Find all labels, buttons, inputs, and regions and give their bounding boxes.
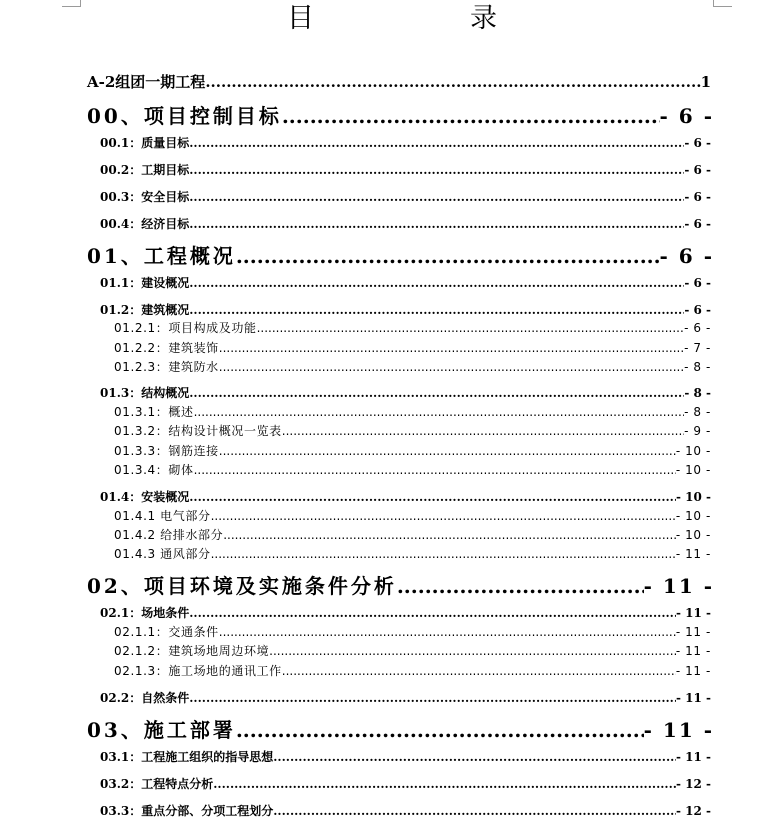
toc-leader-dots (194, 405, 684, 419)
toc-entry[interactable] (100, 748, 711, 765)
toc-leader-dots (236, 718, 644, 742)
toc-entry-page: 1 (700, 73, 711, 91)
toc-leader-dots (219, 360, 684, 374)
toc-leader-dots (211, 547, 676, 561)
toc-entry-label: 01.4.3 通风部分 (114, 547, 211, 561)
toc-entry[interactable] (114, 358, 711, 375)
toc-entry[interactable] (87, 570, 714, 596)
toc-entry-page: - 6 - (684, 136, 711, 150)
toc-entry-page: - 10 - (675, 528, 711, 542)
toc-title-char: 目 (287, 3, 314, 34)
toc-leader-dots (211, 509, 676, 523)
toc-entry-label: 03.1：工程施工组织的指导思想 (100, 750, 274, 764)
toc-entry[interactable] (100, 215, 711, 232)
toc-entry[interactable] (100, 488, 711, 505)
toc-entry-label: 02.1.2：建筑场地周边环境 (114, 644, 270, 658)
toc-entry-label: 01.2：建筑概况 (100, 303, 190, 317)
toc-entry[interactable] (114, 319, 711, 336)
toc-entry-page: - 6 - (684, 276, 711, 290)
toc-leader-dots (194, 463, 676, 477)
toc-entry-page: - 11 - (643, 574, 714, 598)
toc-entry-label: 01.2.2：建筑装饰 (114, 341, 219, 355)
toc-leader-dots (189, 163, 684, 177)
toc-entry-label: 02、项目环境及实施条件分析 (87, 574, 397, 598)
toc-entry[interactable] (100, 134, 711, 151)
toc-entry-page: - 6 - (659, 104, 714, 128)
toc-entry[interactable] (114, 662, 711, 679)
toc-entry-label: 01、工程概况 (87, 244, 236, 268)
toc-entry-label: 02.2：自然条件 (100, 691, 190, 705)
toc-leader-dots (213, 777, 676, 791)
toc-entry[interactable] (114, 526, 711, 543)
toc-entry-label: 02.1.1：交通条件 (114, 625, 219, 639)
toc-entry-page: - 11 - (675, 750, 711, 764)
toc-leader-dots (189, 606, 676, 620)
toc-entry[interactable] (114, 507, 711, 524)
toc-entry[interactable] (114, 403, 711, 420)
toc-entry-page: - 6 - (684, 163, 711, 177)
toc-entry[interactable] (100, 274, 711, 291)
toc-leader-dots (189, 190, 684, 204)
toc-leader-dots (189, 136, 684, 150)
toc-entry-page: - 7 - (684, 341, 711, 355)
toc-leader-dots (397, 574, 644, 598)
toc-entry-page: - 11 - (675, 606, 711, 620)
toc-entry[interactable] (100, 604, 711, 621)
toc-leader-dots (189, 490, 676, 504)
toc-entry-label: 01.2.1：项目构成及功能 (114, 321, 257, 335)
toc-leader-dots (189, 276, 684, 290)
toc-entry-page: - 8 - (684, 386, 711, 400)
toc-entry-label: 01.1：建设概况 (100, 276, 190, 290)
toc-title (0, 2, 779, 36)
toc-entry-page: - 10 - (675, 509, 711, 523)
toc-entry-page: - 6 - (684, 217, 711, 231)
toc-leader-dots (219, 625, 676, 639)
toc-entry[interactable] (114, 339, 711, 356)
toc-entry-page: - 11 - (675, 664, 711, 678)
toc-entry-label: 00.2：工期目标 (100, 163, 190, 177)
toc-entry-page: - 11 - (675, 691, 711, 705)
toc-entry-label: 01.4：安装概况 (100, 490, 190, 504)
toc-entry-page: - 6 - (659, 244, 714, 268)
toc-leader-dots (189, 303, 684, 317)
toc-entry-label: 03、施工部署 (87, 718, 236, 742)
toc-entry-page: - 8 - (684, 405, 711, 419)
toc-leader-dots (257, 321, 684, 335)
toc-entry-label: 01.3.3：钢筋连接 (114, 444, 219, 458)
toc-entry[interactable] (114, 545, 711, 562)
toc-leader-dots (205, 73, 700, 91)
toc-entry[interactable] (87, 71, 711, 91)
toc-entry-page: - 9 - (684, 424, 711, 438)
toc-entry-label: 00.3：安全目标 (100, 190, 190, 204)
toc-entry-label: 02.1.3：施工场地的通讯工作 (114, 664, 282, 678)
toc-entry[interactable] (87, 714, 714, 740)
toc-title-char: 录 (470, 3, 497, 34)
toc-entry[interactable] (114, 422, 711, 439)
toc-entry-page: - 11 - (675, 625, 711, 639)
toc-leader-dots (282, 104, 660, 128)
toc-leader-dots (223, 528, 676, 542)
toc-entry-page: - 11 - (675, 644, 711, 658)
toc-entry[interactable] (114, 442, 711, 459)
toc-leader-dots (282, 424, 684, 438)
toc-entry-label: 01.3：结构概况 (100, 386, 190, 400)
toc-entry[interactable] (100, 384, 711, 401)
toc-entry[interactable] (114, 461, 711, 478)
toc-entry[interactable] (100, 689, 711, 706)
toc-leader-dots (273, 804, 676, 818)
toc-entry-page: - 6 - (684, 303, 711, 317)
toc-entry-page: - 10 - (675, 463, 711, 477)
toc-entry-label: 01.3.4：砌体 (114, 463, 194, 477)
toc-entry-page: - 11 - (675, 547, 711, 561)
toc-entry[interactable] (100, 301, 711, 318)
toc-entry[interactable] (114, 623, 711, 640)
toc-entry-label: 02.1：场地条件 (100, 606, 190, 620)
toc-entry-page: - 12 - (675, 777, 711, 791)
toc-leader-dots (219, 444, 676, 458)
toc-leader-dots (219, 341, 684, 355)
toc-leader-dots (282, 664, 676, 678)
toc-entry[interactable] (100, 802, 711, 819)
toc-entry-page: - 12 - (675, 804, 711, 818)
toc-leader-dots (189, 217, 684, 231)
toc-entry-label: 00.1：质量目标 (100, 136, 190, 150)
toc-entry-label: 03.2：工程特点分析 (100, 777, 214, 791)
toc-entry-page: - 8 - (684, 360, 711, 374)
toc-entry-label: 03.3：重点分部、分项工程划分 (100, 804, 274, 818)
toc-entry-label: 01.3.2：结构设计概况一览表 (114, 424, 282, 438)
toc-entry[interactable] (100, 775, 711, 792)
toc-leader-dots (269, 644, 676, 658)
toc-entry-page: - 10 - (675, 490, 711, 504)
toc-entry-label: A-2组团一期工程 (87, 73, 206, 91)
toc-leader-dots (273, 750, 676, 764)
toc-entry[interactable] (87, 240, 714, 266)
toc-leader-dots (189, 386, 684, 400)
toc-entry[interactable] (87, 100, 714, 126)
toc-entry-page: - 6 - (684, 321, 711, 335)
toc-entry-label: 01.4.1 电气部分 (114, 509, 211, 523)
toc-entry[interactable] (114, 642, 711, 659)
toc-entry-label: 01.4.2 给排水部分 (114, 528, 224, 542)
toc-entry[interactable] (100, 161, 711, 178)
toc-entry-page: - 10 - (675, 444, 711, 458)
toc-entry-label: 00、项目控制目标 (87, 104, 282, 128)
toc-leader-dots (236, 244, 660, 268)
toc-entry-label: 01.3.1：概述 (114, 405, 194, 419)
toc-entry-label: 01.2.3：建筑防水 (114, 360, 219, 374)
toc-entry-label: 00.4：经济目标 (100, 217, 190, 231)
toc-entry-page: - 11 - (643, 718, 714, 742)
toc-leader-dots (189, 691, 676, 705)
toc-entry[interactable] (100, 188, 711, 205)
toc-entry-page: - 6 - (684, 190, 711, 204)
